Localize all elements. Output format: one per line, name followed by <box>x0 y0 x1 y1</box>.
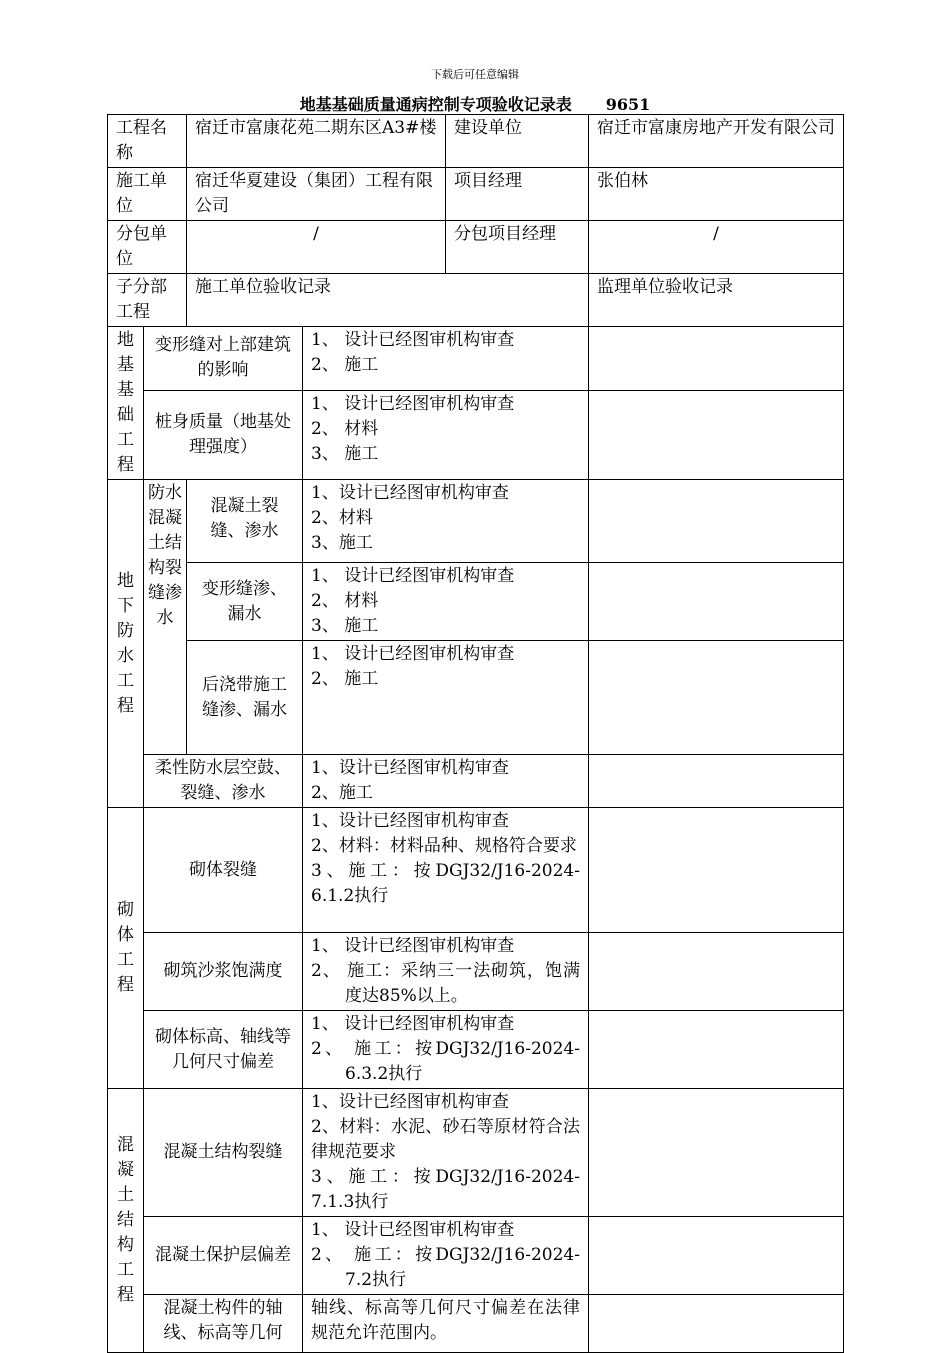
supervisor-record <box>589 1217 844 1295</box>
table-row <box>108 808 844 933</box>
page-title <box>0 92 950 115</box>
item-name: 混凝土保护层偏差 <box>144 1217 303 1295</box>
table-row <box>108 1217 844 1295</box>
header-row-sub <box>108 221 844 274</box>
col-contractor-record-header: 施工单位验收记录 <box>187 274 589 327</box>
sub-label: 分包单位 <box>108 221 187 274</box>
table-row <box>108 563 844 641</box>
supervisor-record <box>589 1011 844 1089</box>
contractor-record: 1、设计已经图审机构审查 2、施工 <box>303 755 589 808</box>
table-row <box>108 1089 844 1217</box>
owner-label: 建设单位 <box>446 115 589 168</box>
section-foundation: 地基基础工程 <box>108 327 144 480</box>
sub-value: / <box>187 221 446 274</box>
supervisor-record <box>589 808 844 933</box>
supervisor-record <box>589 641 844 755</box>
owner-value: 宿迁市富康房地产开发有限公司 <box>589 115 844 168</box>
col-subpart-header: 子分部工程 <box>108 274 187 327</box>
contractor-record: 1、设计已经图审机构审查 2、材料 3、施工 <box>303 480 589 563</box>
item-name: 砌筑沙浆饱满度 <box>144 933 303 1011</box>
table-row <box>108 327 844 391</box>
item-name: 砌体标高、轴线等几何尺寸偏差 <box>144 1011 303 1089</box>
item-name: 桩身质量（地基处理强度） <box>144 390 303 479</box>
item-name: 混凝土裂缝、渗水 <box>187 480 303 563</box>
pm-value: 张伯林 <box>589 168 844 221</box>
item-name: 柔性防水层空鼓、裂缝、渗水 <box>144 755 303 808</box>
contractor-value: 宿迁华夏建设（集团）工程有限公司 <box>187 168 446 221</box>
item-name: 砌体裂缝 <box>144 808 303 933</box>
section-waterproof: 地下防水工程 <box>108 480 144 808</box>
item-name: 混凝土构件的轴线、标高等几何 <box>144 1295 303 1353</box>
contractor-record: 1、 设计已经图审机构审查 2、 材料 3、 施工 <box>303 390 589 479</box>
table-row <box>108 933 844 1011</box>
title-code: 9651 <box>605 95 651 114</box>
supervisor-record <box>589 327 844 391</box>
header-row-contractor <box>108 168 844 221</box>
section-concrete: 混凝土结构工程 <box>108 1089 144 1353</box>
header-row-columns <box>108 274 844 327</box>
contractor-record: 1、 设计已经图审机构审查 2、 施工：按DGJ32/J16-2024-6.3.2执行 <box>303 1011 589 1089</box>
item-name: 后浇带施工缝渗、漏水 <box>187 641 303 755</box>
table-row <box>108 390 844 479</box>
supervisor-record <box>589 933 844 1011</box>
header-row-project <box>108 115 844 168</box>
supervisor-record <box>589 563 844 641</box>
pm-label: 项目经理 <box>446 168 589 221</box>
item-name: 变形缝对上部建筑的影响 <box>144 327 303 391</box>
supervisor-record <box>589 1089 844 1217</box>
table-row <box>108 641 844 755</box>
title-text: 地基基础质量通病控制专项验收记录表 <box>299 95 572 114</box>
contractor-record: 1、 设计已经图审机构审查 2、 施工 <box>303 327 589 391</box>
table-row <box>108 1011 844 1089</box>
contractor-record: 1、 设计已经图审机构审查 2、 施工 <box>303 641 589 755</box>
contractor-record: 1、 设计已经图审机构审查 2、 施工：采纳三一法砌筑，饱满度达85%以上。 <box>303 933 589 1011</box>
supervisor-record <box>589 480 844 563</box>
sub-pm-value: / <box>589 221 844 274</box>
contractor-record: 1、设计已经图审机构审查 2、材料：水泥、砂石等原材符合法律规范要求 3、施工：按DGJ32/J16-2024-7.1.3执行 <box>303 1089 589 1217</box>
contractor-record: 1、 设计已经图审机构审查 2、 施工：按DGJ32/J16-2024-7.2执行 <box>303 1217 589 1295</box>
download-note: 下载后可任意编辑 <box>431 68 519 81</box>
contractor-record: 1、 设计已经图审机构审查 2、 材料 3、 施工 <box>303 563 589 641</box>
contractor-record: 1、设计已经图审机构审查 2、材料：材料品种、规格符合要求 3、施工：按DGJ32/J16-2024-6.1.2执行 <box>303 808 589 933</box>
item-name: 变形缝渗、漏水 <box>187 563 303 641</box>
table-row <box>108 755 844 808</box>
contractor-record: 轴线、标高等几何尺寸偏差在法律规范允许范围内。 <box>303 1295 589 1353</box>
supervisor-record <box>589 390 844 479</box>
sub-pm-label: 分包项目经理 <box>446 221 589 274</box>
supervisor-record <box>589 755 844 808</box>
table-row <box>108 480 844 563</box>
col-supervisor-record-header: 监理单位验收记录 <box>589 274 844 327</box>
acceptance-record-table <box>107 114 844 1353</box>
item-name: 混凝土结构裂缝 <box>144 1089 303 1217</box>
project-name-label: 工程名称 <box>108 115 187 168</box>
waterproof-group: 防水混凝土结构裂缝渗水 <box>144 480 187 755</box>
section-masonry: 砌体工程 <box>108 808 144 1089</box>
project-name-value: 宿迁市富康花苑二期东区A3#楼 <box>187 115 446 168</box>
contractor-label: 施工单位 <box>108 168 187 221</box>
